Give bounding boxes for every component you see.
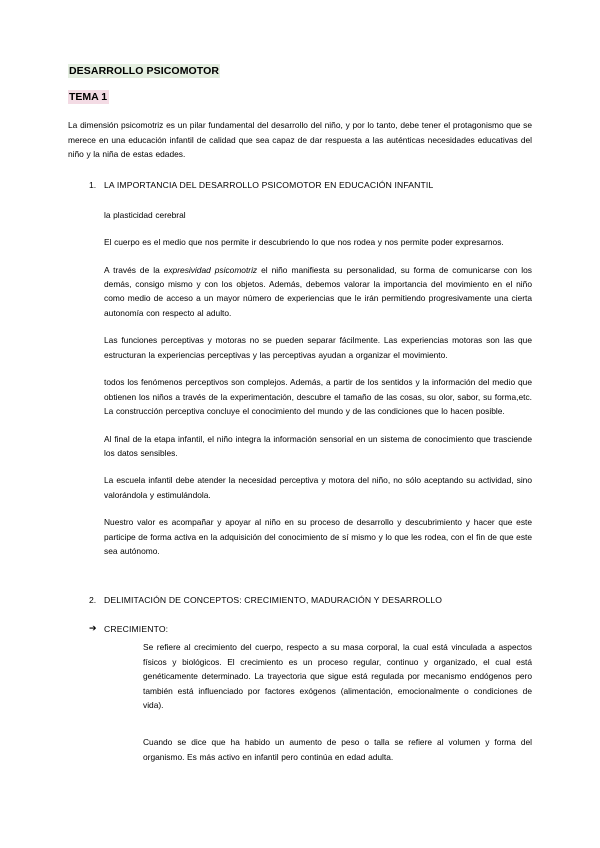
page-title-text: DESARROLLO PSICOMOTOR: [69, 65, 220, 77]
section-1-paragraph-1: la plasticidad cerebral: [104, 209, 186, 220]
section-1-number: 1.: [89, 179, 97, 190]
section-1-paragraph-4: Las funciones perceptivas y motoras no se pueden separar fácilmente. Las experiencias motoras son las que estructuran la experiencias perceptivas y las perceptivas ayudan a organizar el movimiento.: [104, 335, 532, 360]
section-1-paragraph-7: La escuela infantil debe atender la necesidad perceptiva y motora del niño, no sólo aceptando su actividad, sino valorándola y estimulándola.: [104, 475, 532, 500]
section-1-paragraph-3: [104, 263, 532, 321]
crecimiento-label: CRECIMIENTO:: [104, 623, 169, 634]
para3-tail: el niño manifiesta su personalidad, su forma de comunicarse con los demás, consigo mismo y con los objetos. Además, debemos valorar la importancia del movimiento en el niño como medio de acceso a un mayor número de experiencias que le irán permitiendo progresivamente una cierta autonomía con respecto al adulto.: [104, 264, 532, 318]
section-spacer: [68, 572, 532, 594]
section-2-paragraph-2: Cuando se dice que ha habido un aumento de peso o talla se refiere al volumen y forma del organismo. Es más activo en infantil pero continúa en edad adulta.: [143, 737, 532, 762]
italic-phrase: expresividad psicomotriz: [163, 264, 258, 275]
intro-paragraph: La dimensión psicomotriz es un pilar fundamental del desarrollo del niño, y por lo tanto, debe tener el protagonismo que se merece en una educación infantil de calidad que sea capaz de dar respuesta a las auténticas necesidades educativas del niño y la niña de estas edades.: [68, 120, 532, 160]
section-1-heading: [68, 179, 532, 192]
section-2-number: 2.: [89, 594, 97, 605]
page-subtitle-text: TEMA 1: [69, 91, 108, 104]
right-arrow-icon: ➔: [89, 623, 97, 634]
page-title: [68, 64, 532, 78]
crecimiento-bullet-row: [68, 623, 532, 637]
section-2-paragraph-1: Se refiere al crecimiento del cuerpo, respecto a su masa corporal, la cual está vinculada a aspectos físicos y biológicos. El crecimiento es un proceso regular, continuo y organizado, el cual está genéticamente determinado. La trayectoria que sigue está regulada por mecanismo endógenos pero también está influenciado por factores exógenos (alimentación, emocionalmente o condiciones de vida).: [143, 642, 532, 710]
section-1-paragraph-5: todos los fenómenos perceptivos son complejos. Además, a partir de los sentidos y la información del medio que obtienen los niños a través de la experimentación, descubre el tamaño de las cosas, su olor, sabor, su forma,etc. La construcción perceptiva concluye el conocimiento del mundo y de las condiciones que lo hacen posible.: [104, 377, 532, 417]
section-2-heading-text: DELIMITACIÓN DE CONCEPTOS: CRECIMIENTO, MADURACIÓN Y DESARROLLO: [104, 594, 443, 605]
section-1-heading-text: LA IMPORTANCIA DEL DESARROLLO PSICOMOTOR EN EDUCACIÓN INFANTIL: [104, 179, 434, 190]
section-1-paragraph-6: Al final de la etapa infantil, el niño integra la información sensorial en un sistema de conocimiento que trasciende los datos sensibles.: [104, 433, 532, 459]
section-1-paragraph-2: El cuerpo es el medio que nos permite ir descubriendo lo que nos rodea y nos permite poder expresarnos.: [104, 237, 504, 248]
para3-lead: A través de la: [104, 264, 164, 275]
page-subtitle: [68, 90, 532, 104]
section-2-heading: [68, 594, 532, 607]
section-1-paragraph-8: Nuestro valor es acompañar y apoyar al niño en su proceso de desarrollo y descubrimiento y hacer que este participe de forma activa en la adquisición del conocimiento de sí mismo y lo que les rodea, con el fin de que este sea autónomo.: [104, 517, 532, 557]
paragraph-spacer: [68, 725, 532, 735]
document-content: [68, 64, 532, 777]
